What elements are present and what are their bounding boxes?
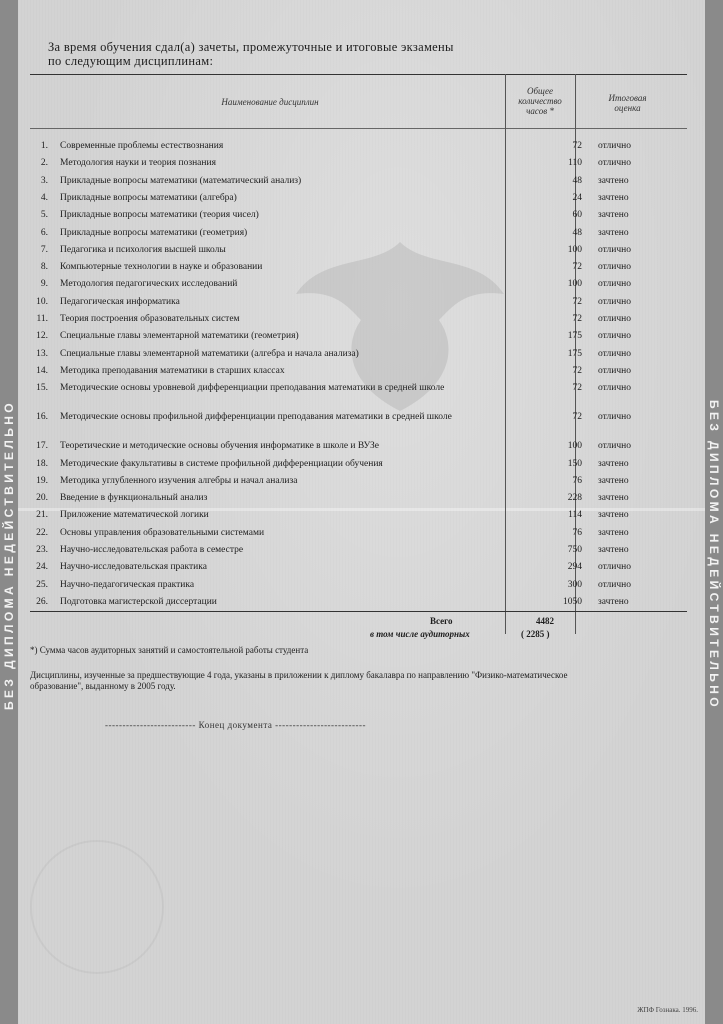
row-number: 9.	[40, 279, 48, 290]
hours-value: 150	[567, 458, 582, 469]
hours-value: 72	[572, 383, 582, 394]
discipline-name: Теоретические и методические основы обучения информатике в школе и ВУЗе	[60, 441, 380, 452]
row-number: 6.	[40, 227, 48, 238]
table-top-rule	[30, 74, 687, 75]
hours-value: 72	[572, 296, 582, 307]
grade-value: отлично	[598, 314, 631, 324]
grade-value: зачтено	[598, 527, 629, 538]
grade-value: отлично	[598, 262, 631, 273]
row-number: 18.	[36, 458, 48, 469]
end-of-document: -------------------------- Конец документа --------------------------	[105, 720, 367, 730]
grade-value: отлично	[598, 365, 631, 376]
row-number: 14.	[36, 365, 48, 376]
row-number: 17.	[36, 441, 48, 452]
faint-stamp-circle	[30, 840, 164, 974]
grade-value: зачтено	[598, 458, 629, 469]
hours-value: 1050	[563, 596, 582, 607]
row-number: 19.	[36, 475, 48, 486]
discipline-name: Подготовка магистерской диссертации	[60, 596, 217, 607]
discipline-name: Специальные главы элементарной математики (алгебра и начала анализа)	[60, 348, 359, 359]
discipline-name: Прикладные вопросы математики (геометрия)	[60, 227, 248, 238]
row-number: 21.	[36, 510, 48, 521]
grade-value: отлично	[598, 412, 631, 423]
grade-value: отлично	[598, 348, 631, 359]
hours-value: 300	[567, 579, 582, 590]
grade-value: зачтено	[598, 210, 629, 221]
discipline-name: Методология педагогических исследований	[60, 279, 238, 290]
grade-value: зачтено	[598, 192, 629, 203]
row-number: 16.	[36, 412, 48, 423]
hours-value: 72	[572, 262, 582, 273]
hours-value: 100	[567, 279, 582, 290]
discipline-name: Компьютерные технологии в науке и образовании	[60, 262, 263, 273]
hours-value: 228	[567, 493, 582, 504]
discipline-name: Теория построения образовательных систем	[60, 314, 240, 324]
grade-value: отлично	[598, 141, 631, 151]
row-number: 3.	[40, 175, 48, 186]
heading-line-1: За время обучения сдал(а) зачеты, промежуточные и итоговые экзамены	[48, 40, 454, 54]
grade-value: зачтено	[598, 596, 629, 607]
total-value: 4482	[536, 616, 554, 626]
discipline-name: Методические основы уровневой дифференциации преподавания математики в средней школе	[60, 383, 445, 394]
grade-value: отлично	[598, 383, 631, 394]
auditory-label: в том числе аудиторных	[370, 629, 470, 639]
grade-value: зачтено	[598, 510, 629, 521]
heading-line-2: по следующим дисциплинам:	[48, 54, 214, 68]
grade-value: отлично	[598, 331, 631, 342]
discipline-name: Основы управления образовательными системами	[60, 527, 265, 538]
hours-value: 175	[567, 331, 582, 342]
discipline-name: Научно-исследовательская работа в семестре	[60, 545, 244, 555]
row-number: 25.	[36, 579, 48, 590]
hours-value: 76	[572, 527, 582, 538]
grade-value: отлично	[598, 244, 631, 255]
grade-value: зачтено	[598, 475, 629, 486]
discipline-name: Научно-исследовательская практика	[60, 562, 207, 573]
grade-value: отлично	[598, 562, 631, 573]
hours-value: 100	[567, 441, 582, 452]
discipline-name: Методика преподавания математики в старших классах	[60, 365, 285, 376]
hours-value: 24	[572, 192, 582, 203]
printer-imprint: ЖПФ Гознака. 1996.	[637, 1006, 698, 1014]
row-number: 2.	[40, 158, 48, 169]
row-number: 7.	[40, 244, 48, 255]
hours-value: 72	[572, 141, 582, 151]
hours-value: 750	[567, 545, 582, 555]
column-header-grade: Итоговая оценка	[608, 93, 647, 113]
row-number: 8.	[40, 262, 48, 273]
total-label: Всего	[430, 616, 453, 626]
discipline-name: Педагогическая информатика	[60, 296, 180, 307]
grade-value: отлично	[598, 441, 631, 452]
hours-value: 48	[572, 227, 582, 238]
hours-value: 48	[572, 175, 582, 186]
side-text-right: БЕЗ ДИПЛОМА НЕДЕЙСТВИТЕЛЬНО	[707, 399, 721, 711]
hours-value: 110	[568, 158, 582, 169]
column-header-hours: Общее количество часов *	[518, 86, 562, 116]
row-number: 12.	[36, 331, 48, 342]
row-number: 1.	[40, 141, 48, 151]
document-heading	[48, 40, 454, 68]
hours-value: 72	[572, 412, 582, 423]
hours-column-divider	[505, 74, 506, 634]
column-header-name: Наименование дисциплин	[221, 97, 319, 107]
table-bottom-rule	[30, 611, 687, 612]
hours-value: 76	[572, 475, 582, 486]
discipline-name: Прикладные вопросы математики (теория чисел)	[60, 210, 259, 221]
left-side-band	[0, 0, 18, 1024]
hours-value: 60	[572, 210, 582, 221]
side-text-left: БЕЗ ДИПЛОМА НЕДЕЙСТВИТЕЛЬНО	[2, 399, 16, 711]
row-number: 24.	[36, 562, 48, 573]
row-number: 15.	[36, 383, 48, 394]
hours-value: 72	[572, 314, 582, 324]
grade-value: отлично	[598, 296, 631, 307]
prior-studies-note: Дисциплины, изученные за предшествующие 4 года, указаны в приложении к диплому бакалавра по направлению "Физико-математическое образование", выданному в 2005 году.	[30, 670, 568, 691]
discipline-name: Научно-педагогическая практика	[60, 579, 195, 590]
grade-value: зачтено	[598, 227, 629, 238]
grade-value: отлично	[598, 158, 631, 169]
row-number: 22.	[36, 527, 48, 538]
discipline-name: Прикладные вопросы математики (алгебра)	[60, 192, 237, 203]
grade-value: зачтено	[598, 175, 629, 186]
row-number: 4.	[40, 192, 48, 203]
hours-value: 294	[567, 562, 582, 573]
grade-value: зачтено	[598, 545, 629, 555]
discipline-name: Специальные главы элементарной математики (геометрия)	[60, 331, 299, 342]
row-number: 23.	[36, 545, 48, 555]
discipline-name: Методика углубленного изучения алгебры и начал анализа	[60, 475, 298, 486]
discipline-name: Введение в функциональный анализ	[60, 493, 208, 504]
row-number: 13.	[36, 348, 48, 359]
discipline-name: Методические основы профильной дифференциации преподавания математики в средней школе	[60, 412, 452, 423]
auditory-value: ( 2285 )	[521, 629, 550, 639]
hours-value: 72	[572, 365, 582, 376]
hours-value: 114	[568, 510, 582, 521]
discipline-name: Методические факультативы в системе профильной дифференциации обучения	[60, 458, 383, 469]
footnote: *) Сумма часов аудиторных занятий и самостоятельной работы студента	[30, 645, 309, 655]
hours-value: 175	[567, 348, 582, 359]
row-number: 26.	[36, 596, 48, 607]
row-number: 10.	[36, 296, 48, 307]
discipline-name: Приложение математической логики	[60, 510, 209, 521]
discipline-name: Современные проблемы естествознания	[60, 141, 224, 151]
hours-value: 100	[567, 244, 582, 255]
grade-value: зачтено	[598, 493, 629, 504]
row-number: 11.	[36, 314, 48, 324]
discipline-name: Методология науки и теория познания	[60, 158, 216, 169]
right-side-band	[705, 0, 723, 1024]
table-header-rule	[30, 128, 687, 129]
row-number: 5.	[40, 210, 48, 221]
discipline-name: Прикладные вопросы математики (математический анализ)	[60, 175, 302, 186]
grade-value: отлично	[598, 279, 631, 290]
row-number: 20.	[36, 493, 48, 504]
discipline-name: Педагогика и психология высшей школы	[60, 244, 226, 255]
grade-value: отлично	[598, 579, 631, 590]
